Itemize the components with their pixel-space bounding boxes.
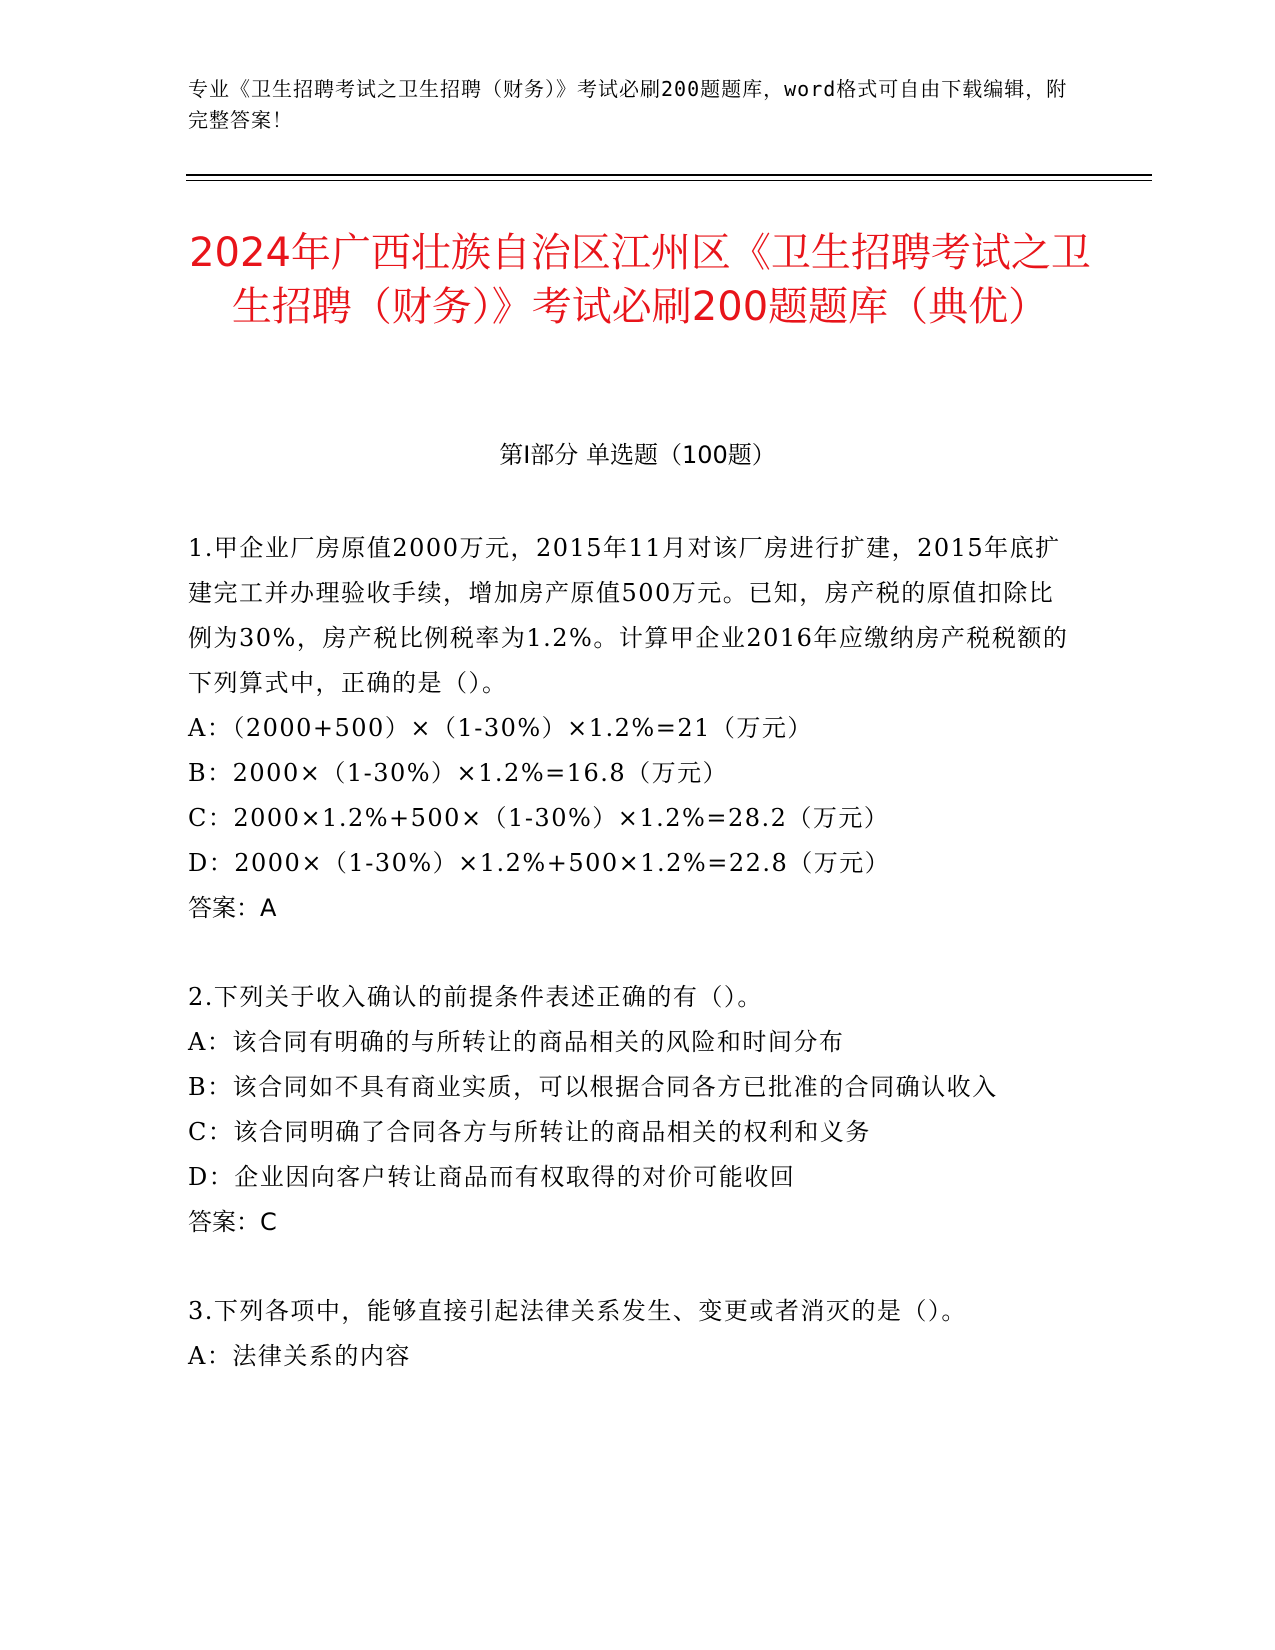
- question-list: [188, 526, 1076, 1423]
- answer: 答案：C: [188, 1208, 277, 1236]
- option-d: D：企业因向客户转让商品而有权取得的对价可能收回: [188, 1163, 796, 1191]
- question-1: [188, 526, 1076, 931]
- option-d: D：2000×（1-30%）×1.2%+500×1.2%=22.8（万元）: [188, 849, 891, 877]
- option-b: B：2000×（1-30%）×1.2%=16.8（万元）: [188, 759, 729, 787]
- header-divider-thick: [186, 174, 1152, 176]
- option-a: A：该合同有明确的与所转让的商品相关的风险和时间分布: [188, 1028, 845, 1056]
- option-c: C：2000×1.2%+500×（1-30%）×1.2%=28.2（万元）: [188, 804, 890, 832]
- header-divider-thin: [186, 180, 1152, 181]
- question-stem: 2.下列关于收入确认的前提条件表述正确的有（）。: [188, 983, 763, 1011]
- header-note: 专业《卫生招聘考试之卫生招聘（财务）》考试必刷200题题库，word格式可自由下载编辑，附完整答案！: [188, 77, 1068, 132]
- section-heading: 第Ⅰ部分 单选题（100题）: [499, 441, 776, 469]
- option-b: B：该合同如不具有商业实质，可以根据合同各方已批准的合同确认收入: [188, 1073, 998, 1101]
- question-2: [188, 975, 1076, 1245]
- question-stem: 3.下列各项中，能够直接引起法律关系发生、变更或者消灭的是（）。: [188, 1297, 967, 1325]
- option-a: A：（2000+500）×（1-30%）×1.2%=21（万元）: [188, 714, 813, 742]
- question-3: [188, 1289, 1076, 1379]
- question-stem: 1.甲企业厂房原值2000万元，2015年11月对该厂房进行扩建，2015年底扩建完工并办理验收手续，增加房产原值500万元。已知，房产税的原值扣除比例为30%，房产税比例税率为1.2%。计算甲企业2016年应缴纳房产税税额的下列算式中，正确的是（）。: [188, 534, 1069, 697]
- document-title: 2024年广西壮族自治区江州区《卫生招聘考试之卫生招聘（财务）》考试必刷200题题库（典优）: [189, 230, 1091, 330]
- option-c: C：该合同明确了合同各方与所转让的商品相关的权利和义务: [188, 1118, 871, 1146]
- option-a: A：法律关系的内容: [188, 1342, 411, 1370]
- answer: 答案：A: [188, 894, 277, 922]
